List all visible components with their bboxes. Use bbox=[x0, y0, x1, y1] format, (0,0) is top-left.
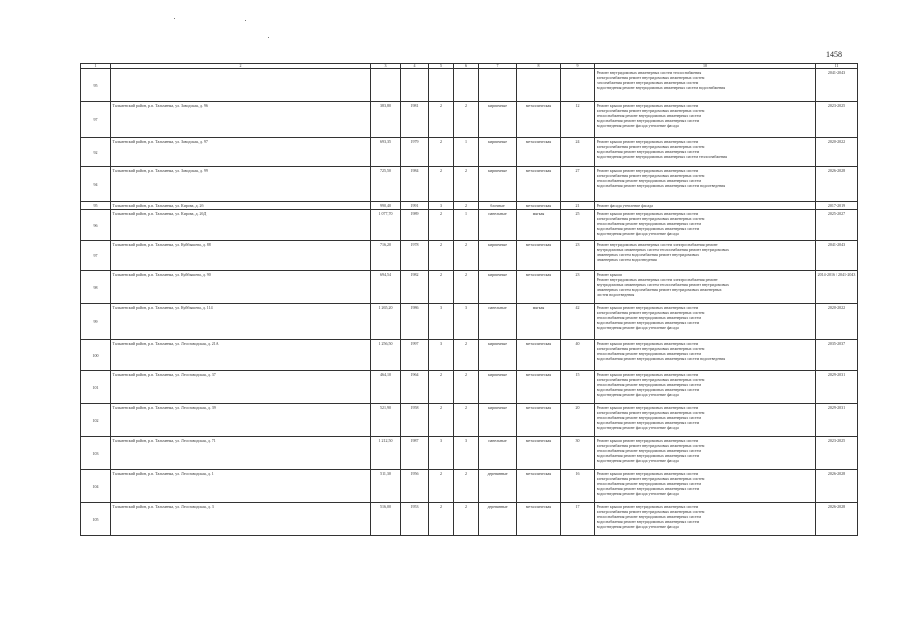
apartments-cell: 23 bbox=[561, 271, 595, 304]
works-list-cell bbox=[595, 371, 816, 404]
work-item: Ремонт крыши ремонт внутридомовых инженерных систем bbox=[596, 405, 699, 410]
work-item: Ремонт крыши ремонт внутридомовых инженерных систем bbox=[596, 341, 699, 346]
table-row bbox=[81, 340, 858, 371]
entrances-cell bbox=[454, 69, 479, 102]
walls-material-cell: кирпичные bbox=[479, 241, 517, 271]
area-cell: 693,35 bbox=[371, 138, 401, 167]
works-list-cell bbox=[595, 437, 816, 470]
column-number: 5 bbox=[429, 64, 454, 69]
entrances-cell: 2 bbox=[454, 340, 479, 371]
year-cell: 1997 bbox=[401, 340, 429, 371]
works-list-cell bbox=[595, 102, 816, 138]
address-cell: Тальменский район, р.п. Тальменка, ул. Заводская, д. 96 bbox=[111, 102, 371, 138]
work-item: водоотведения ремонт фасада утепление фасада bbox=[596, 392, 679, 397]
area-cell: 1 212,50 bbox=[371, 437, 401, 470]
row-number: 105 bbox=[81, 503, 111, 536]
work-item: электроснабжения ремонт внутридомовых инженерных систем bbox=[596, 75, 705, 80]
table-row bbox=[81, 371, 858, 404]
walls-material-cell: кирпичные bbox=[479, 271, 517, 304]
walls-material-cell: панельные bbox=[479, 304, 517, 340]
period-cell: 2029-2031 bbox=[816, 404, 858, 437]
entrances-cell: 2 bbox=[454, 371, 479, 404]
work-item: Ремонт фасада утепление фасада bbox=[596, 203, 653, 208]
year-cell: 1978 bbox=[401, 241, 429, 271]
area-cell: 1 256,50 bbox=[371, 340, 401, 371]
work-item: Ремонт крыши ремонт внутридомовых инженерных систем bbox=[596, 372, 699, 377]
address-cell: Тальменский район, р.п. Тальменка, ул. Заводская, д. 97 bbox=[111, 138, 371, 167]
work-item: Ремонт внутридомовых инженерных систем электроснабжения ремонт bbox=[596, 242, 718, 247]
floors-cell: 3 bbox=[429, 437, 454, 470]
table-row bbox=[81, 167, 858, 202]
year-cell: 1989 bbox=[401, 210, 429, 241]
work-item: инженерных систем водоснабжения ремонт внутридомовых инженерных bbox=[596, 287, 722, 292]
work-item: водоснабжения ремонт внутридомовых инженерных систем bbox=[596, 320, 700, 325]
apartments-cell: 40 bbox=[561, 340, 595, 371]
table-row bbox=[81, 138, 858, 167]
work-item: водоснабжения ремонт внутридомовых инженерных систем bbox=[596, 149, 700, 154]
row-number: 92 bbox=[81, 138, 111, 167]
floors-cell: 2 bbox=[429, 210, 454, 241]
work-item: теплоснабжения ремонт внутридомовых инженерных систем bbox=[596, 481, 701, 486]
entrances-cell: 3 bbox=[454, 304, 479, 340]
area-cell bbox=[371, 69, 401, 102]
period-cell: 2014-2016 / 2041-2043 bbox=[816, 271, 858, 304]
area-cell: 1 077,70 bbox=[371, 210, 401, 241]
work-item: электроснабжения ремонт внутридомовых инженерных систем bbox=[596, 377, 705, 382]
works-list-cell bbox=[595, 202, 816, 210]
floors-cell: 2 bbox=[429, 271, 454, 304]
work-item: теплоснабжения ремонт внутридомовых инженерных систем bbox=[596, 382, 701, 387]
walls-material-cell: блочные bbox=[479, 202, 517, 210]
period-cell: 2029-2031 bbox=[816, 371, 858, 404]
roof-material-cell: металлическая bbox=[517, 503, 561, 536]
work-item: водоснабжения ремонт внутридомовых инженерных систем водоотведения bbox=[596, 356, 726, 361]
work-item: Ремонт крыши ремонт внутридомовых инженерных систем bbox=[596, 168, 699, 173]
year-cell: 1986 bbox=[401, 304, 429, 340]
year-cell: 1958 bbox=[401, 404, 429, 437]
roof-material-cell: металлическая bbox=[517, 138, 561, 167]
address-cell: Тальменский район, р.п. Тальменка, ул. Кирова, д. 26Д bbox=[111, 210, 371, 241]
period-cell: 2020-2022 bbox=[816, 304, 858, 340]
floors-cell: 2 bbox=[429, 241, 454, 271]
row-number: 101 bbox=[81, 371, 111, 404]
apartments-cell: 30 bbox=[561, 437, 595, 470]
scan-speck bbox=[268, 37, 269, 38]
floors-cell: 3 bbox=[429, 304, 454, 340]
period-cell: 2023-2025 bbox=[816, 102, 858, 138]
area-cell: 516,00 bbox=[371, 503, 401, 536]
walls-material-cell: деревянные bbox=[479, 470, 517, 503]
table-row bbox=[81, 241, 858, 271]
work-item: Ремонт крыши ремонт внутридомовых инженерных систем bbox=[596, 305, 699, 310]
column-number: 3 bbox=[371, 64, 401, 69]
period-cell: 2041-2043 bbox=[816, 241, 858, 271]
address-cell: Тальменский район, р.п. Тальменка, ул. Лесозаводская, д. 21А bbox=[111, 340, 371, 371]
work-item: водоотведения ремонт фасада утепление фасада bbox=[596, 325, 679, 330]
work-item: электроснабжения ремонт внутридомовых инженерных систем bbox=[596, 108, 705, 113]
floors-cell: 2 bbox=[429, 167, 454, 202]
work-item: электроснабжения ремонт внутридомовых инженерных систем bbox=[596, 310, 705, 315]
column-number: 8 bbox=[517, 64, 561, 69]
apartments-cell: 23 bbox=[561, 241, 595, 271]
floors-cell: 2 bbox=[429, 371, 454, 404]
work-item: водоснабжения ремонт внутридомовых инженерных систем bbox=[596, 387, 700, 392]
work-item: Ремонт крыши ремонт внутридомовых инженерных систем bbox=[596, 471, 699, 476]
area-cell: 521,90 bbox=[371, 404, 401, 437]
column-number: 7 bbox=[479, 64, 517, 69]
walls-material-cell: панельные bbox=[479, 210, 517, 241]
apartments-cell: 21 bbox=[561, 202, 595, 210]
work-item: электроснабжения ремонт внутридомовых инженерных систем bbox=[596, 443, 705, 448]
entrances-cell: 2 bbox=[454, 241, 479, 271]
address-cell: Тальменский район, р.п. Тальменка, ул. Куйбышева, д. 90 bbox=[111, 271, 371, 304]
work-item: инженерных систем водоотведения bbox=[596, 257, 657, 262]
works-list-cell bbox=[595, 340, 816, 371]
year-cell: 1956 bbox=[401, 470, 429, 503]
work-item: теплоснабжения ремонт внутридомовых инженерных систем bbox=[596, 221, 701, 226]
address-cell bbox=[111, 69, 371, 102]
entrances-cell: 2 bbox=[454, 102, 479, 138]
table-row bbox=[81, 202, 858, 210]
year-cell: 1964 bbox=[401, 371, 429, 404]
works-list-cell bbox=[595, 241, 816, 271]
work-item: внутридомовых инженерных систем теплоснабжения ремонт внутридомовых bbox=[596, 247, 730, 252]
period-cell: 2020-2022 bbox=[816, 138, 858, 167]
work-item: Ремонт крыши ремонт внутридомовых инженерных систем bbox=[596, 504, 699, 509]
address-cell: Тальменский район, р.п. Тальменка, ул. Заводская, д. 99 bbox=[111, 167, 371, 202]
work-item: Ремонт крыши ремонт внутридомовых инженерных систем bbox=[596, 103, 699, 108]
apartments-cell: 16 bbox=[561, 470, 595, 503]
table-row bbox=[81, 470, 858, 503]
work-item: электроснабжения ремонт внутридомовых инженерных систем bbox=[596, 346, 705, 351]
apartments-cell: 27 bbox=[561, 167, 595, 202]
work-item: теплоснабжения ремонт внутридомовых инженерных систем bbox=[596, 448, 701, 453]
walls-material-cell: кирпичные bbox=[479, 371, 517, 404]
column-number: 10 bbox=[595, 64, 816, 69]
apartments-cell: 24 bbox=[561, 138, 595, 167]
year-cell: 1982 bbox=[401, 271, 429, 304]
area-cell: 725,50 bbox=[371, 167, 401, 202]
row-number: 104 bbox=[81, 470, 111, 503]
walls-material-cell: кирпичные bbox=[479, 167, 517, 202]
roof-material-cell: металлическая bbox=[517, 371, 561, 404]
entrances-cell: 2 bbox=[454, 470, 479, 503]
table-row bbox=[81, 304, 858, 340]
work-item: теплоснабжения ремонт внутридомовых инженерных систем bbox=[596, 514, 701, 519]
row-number: 96 bbox=[81, 210, 111, 241]
floors-cell: 2 bbox=[429, 503, 454, 536]
work-item: водоснабжения ремонт внутридомовых инженерных систем bbox=[596, 420, 700, 425]
work-item: теплоснабжения ремонт внутридомовых инженерных систем bbox=[596, 351, 701, 356]
work-item: электроснабжения ремонт внутридомовых инженерных систем bbox=[596, 216, 705, 221]
housing-register-table bbox=[80, 63, 858, 536]
apartments-cell: 20 bbox=[561, 404, 595, 437]
roof-material-cell: металлическая bbox=[517, 241, 561, 271]
apartments-cell: 42 bbox=[561, 304, 595, 340]
address-cell: Тальменский район, р.п. Тальменка, ул. Кирова, д. 2б bbox=[111, 202, 371, 210]
page-number: 1458 bbox=[826, 50, 842, 59]
entrances-cell: 1 bbox=[454, 138, 479, 167]
year-cell bbox=[401, 69, 429, 102]
year-cell: 1953 bbox=[401, 503, 429, 536]
walls-material-cell: панельные bbox=[479, 437, 517, 470]
work-item: Ремонт внутридомовых инженерных систем электроснабжения ремонт bbox=[596, 277, 718, 282]
year-cell: 1984 bbox=[401, 167, 429, 202]
area-cell: 1 265,20 bbox=[371, 304, 401, 340]
table-row bbox=[81, 271, 858, 304]
table-row bbox=[81, 102, 858, 138]
area-cell: 464,10 bbox=[371, 371, 401, 404]
apartments-cell: 15 bbox=[561, 371, 595, 404]
work-item: Ремонт крыши ремонт внутридомовых инженерных систем bbox=[596, 438, 699, 443]
area-cell: 990,40 bbox=[371, 202, 401, 210]
row-number: 102 bbox=[81, 404, 111, 437]
work-item: водоотведения ремонт фасада утепление фасада bbox=[596, 231, 679, 236]
work-item: водоснабжения ремонт внутридомовых инженерных систем bbox=[596, 118, 700, 123]
roof-material-cell: металлическая bbox=[517, 340, 561, 371]
work-item: теплоснабжения ремонт внутридомовых инженерных систем bbox=[596, 415, 701, 420]
table-row bbox=[81, 210, 858, 241]
period-cell: 2041-2043 bbox=[816, 69, 858, 102]
roof-material-cell: металлическая bbox=[517, 271, 561, 304]
roof-material-cell: металлическая bbox=[517, 437, 561, 470]
entrances-cell: 2 bbox=[454, 167, 479, 202]
address-cell: Тальменский район, р.п. Тальменка, ул. Лесозаводская, д. 1 bbox=[111, 470, 371, 503]
column-number: 2 bbox=[111, 64, 371, 69]
roof-material-cell: металлическая bbox=[517, 404, 561, 437]
work-item: водоснабжения ремонт внутридомовых инженерных систем bbox=[596, 486, 700, 491]
roof-material-cell: металлическая bbox=[517, 470, 561, 503]
work-item: теплоснабжения ремонт внутридомовых инженерных систем bbox=[596, 178, 701, 183]
work-item: водоотведения ремонт внутридомовых инженерных систем теплоснабжения bbox=[596, 154, 727, 159]
floors-cell: 2 bbox=[429, 404, 454, 437]
work-item: водоотведения ремонт фасада утепление фасада bbox=[596, 491, 679, 496]
work-item: водоснабжения ремонт внутридомовых инженерных систем bbox=[596, 519, 700, 524]
walls-material-cell: деревянные bbox=[479, 503, 517, 536]
apartments-cell: 12 bbox=[561, 102, 595, 138]
column-number: 9 bbox=[561, 64, 595, 69]
entrances-cell: 2 bbox=[454, 271, 479, 304]
period-cell: 2035-2037 bbox=[816, 340, 858, 371]
work-item: Ремонт внутридомовых инженерных систем теплоснабжения bbox=[596, 70, 702, 75]
work-item: электроснабжения ремонт внутридомовых инженерных систем bbox=[596, 509, 705, 514]
works-list-cell bbox=[595, 304, 816, 340]
work-item: газоснабжения ремонт внутридомовых инженерных систем bbox=[596, 80, 699, 85]
works-list-cell bbox=[595, 503, 816, 536]
row-number: 100 bbox=[81, 340, 111, 371]
works-list-cell bbox=[595, 210, 816, 241]
work-item: водоотведения ремонт фасада утепление фасада bbox=[596, 123, 679, 128]
apartments-cell: 25 bbox=[561, 210, 595, 241]
works-list-cell bbox=[595, 138, 816, 167]
period-cell: 2023-2025 bbox=[816, 437, 858, 470]
walls-material-cell: кирпичные bbox=[479, 340, 517, 371]
work-item: водоснабжения ремонт внутридомовых инженерных систем bbox=[596, 453, 700, 458]
area-cell: 716,20 bbox=[371, 241, 401, 271]
work-item: электроснабжения ремонт внутридомовых инженерных систем bbox=[596, 144, 705, 149]
work-item: теплоснабжения ремонт внутридомовых инженерных систем bbox=[596, 315, 701, 320]
row-number: 99 bbox=[81, 304, 111, 340]
floors-cell: 2 bbox=[429, 102, 454, 138]
table-row bbox=[81, 404, 858, 437]
work-item: водоснабжения ремонт внутридомовых инженерных систем bbox=[596, 226, 700, 231]
works-list-cell bbox=[595, 404, 816, 437]
row-number: 97 bbox=[81, 241, 111, 271]
scan-speck bbox=[245, 20, 246, 21]
floors-cell: 3 bbox=[429, 202, 454, 210]
walls-material-cell: кирпичные bbox=[479, 404, 517, 437]
row-number: 95 bbox=[81, 69, 111, 102]
floors-cell bbox=[429, 69, 454, 102]
period-cell: 2026-2028 bbox=[816, 167, 858, 202]
works-list-cell bbox=[595, 167, 816, 202]
period-cell: 2025-2027 bbox=[816, 210, 858, 241]
address-cell: Тальменский район, р.п. Тальменка, ул. Лесозаводская, д. 37 bbox=[111, 371, 371, 404]
works-list-cell bbox=[595, 470, 816, 503]
column-number: 1 bbox=[81, 64, 111, 69]
work-item: систем водоотведения bbox=[596, 292, 635, 297]
floors-cell: 3 bbox=[429, 340, 454, 371]
year-cell: 1979 bbox=[401, 138, 429, 167]
entrances-cell: 2 bbox=[454, 202, 479, 210]
address-cell: Тальменский район, р.п. Тальменка, ул. Лесозаводская, д. 3 bbox=[111, 503, 371, 536]
table-row bbox=[81, 503, 858, 536]
work-item: Ремонт крыши ремонт внутридомовых инженерных систем bbox=[596, 139, 699, 144]
row-number: 98 bbox=[81, 271, 111, 304]
address-cell: Тальменский район, р.п. Тальменка, ул. Куйбышева, д. 88 bbox=[111, 241, 371, 271]
roof-material-cell: мягкая bbox=[517, 304, 561, 340]
works-list-cell bbox=[595, 69, 816, 102]
row-number: 103 bbox=[81, 437, 111, 470]
entrances-cell: 2 bbox=[454, 503, 479, 536]
roof-material-cell: металлическая bbox=[517, 167, 561, 202]
apartments-cell bbox=[561, 69, 595, 102]
row-number: 95 bbox=[81, 202, 111, 210]
table-row bbox=[81, 437, 858, 470]
address-cell: Тальменский район, р.п. Тальменка, ул. Лесозаводская, д. 39 bbox=[111, 404, 371, 437]
work-item: теплоснабжения ремонт внутридомовых инженерных систем bbox=[596, 113, 701, 118]
roof-material-cell: мягкая bbox=[517, 210, 561, 241]
year-cell: 1991 bbox=[401, 202, 429, 210]
walls-material-cell bbox=[479, 69, 517, 102]
row-number: 97 bbox=[81, 102, 111, 138]
area-cell: 383,80 bbox=[371, 102, 401, 138]
period-cell: 2026-2028 bbox=[816, 470, 858, 503]
period-cell: 2017-2019 bbox=[816, 202, 858, 210]
work-item: электроснабжения ремонт внутридомовых инженерных систем bbox=[596, 476, 705, 481]
address-cell: Тальменский район, р.п. Тальменка, ул. Куйбышева, д. 114 bbox=[111, 304, 371, 340]
work-item: водоотведения ремонт внутридомовых инженерных систем водоснабжения bbox=[596, 85, 726, 90]
roof-material-cell: металлическая bbox=[517, 202, 561, 210]
work-item: водоотведения ремонт фасада утепление фасада bbox=[596, 524, 679, 529]
area-cell: 511,30 bbox=[371, 470, 401, 503]
entrances-cell: 3 bbox=[454, 437, 479, 470]
period-cell: 2026-2028 bbox=[816, 503, 858, 536]
year-cell: 1981 bbox=[401, 102, 429, 138]
work-item: водоотведения ремонт фасада утепление фасада bbox=[596, 458, 679, 463]
column-number: 6 bbox=[454, 64, 479, 69]
walls-material-cell: кирпичные bbox=[479, 102, 517, 138]
row-number: 94 bbox=[81, 167, 111, 202]
apartments-cell: 17 bbox=[561, 503, 595, 536]
work-item: электроснабжения ремонт внутридомовых инженерных систем bbox=[596, 173, 705, 178]
column-number: 4 bbox=[401, 64, 429, 69]
work-item: электроснабжения ремонт внутридомовых инженерных систем bbox=[596, 410, 705, 415]
scan-speck bbox=[174, 18, 175, 19]
floors-cell: 2 bbox=[429, 138, 454, 167]
work-item: водоотведения ремонт фасада утепление фасада bbox=[596, 425, 679, 430]
floors-cell: 2 bbox=[429, 470, 454, 503]
area-cell: 694,54 bbox=[371, 271, 401, 304]
entrances-cell: 1 bbox=[454, 210, 479, 241]
work-item: Ремонт крыши bbox=[596, 272, 622, 277]
work-item: инженерных систем водоснабжения ремонт внутридомовых bbox=[596, 252, 700, 257]
table-row bbox=[81, 69, 858, 102]
address-cell: Тальменский район, р.п. Тальменка, ул. Лесозаводская, д. 71 bbox=[111, 437, 371, 470]
work-item: Ремонт крыши ремонт внутридомовых инженерных систем bbox=[596, 211, 699, 216]
column-number: 11 bbox=[816, 64, 858, 69]
entrances-cell: 2 bbox=[454, 404, 479, 437]
year-cell: 1987 bbox=[401, 437, 429, 470]
roof-material-cell: металлическая bbox=[517, 102, 561, 138]
work-item: внутридомовых инженерных систем теплоснабжения ремонт внутридомовых bbox=[596, 282, 730, 287]
work-item: водоснабжения ремонт внутридомовых инженерных систем водоотведения bbox=[596, 183, 726, 188]
works-list-cell bbox=[595, 271, 816, 304]
walls-material-cell: кирпичные bbox=[479, 138, 517, 167]
roof-material-cell bbox=[517, 69, 561, 102]
